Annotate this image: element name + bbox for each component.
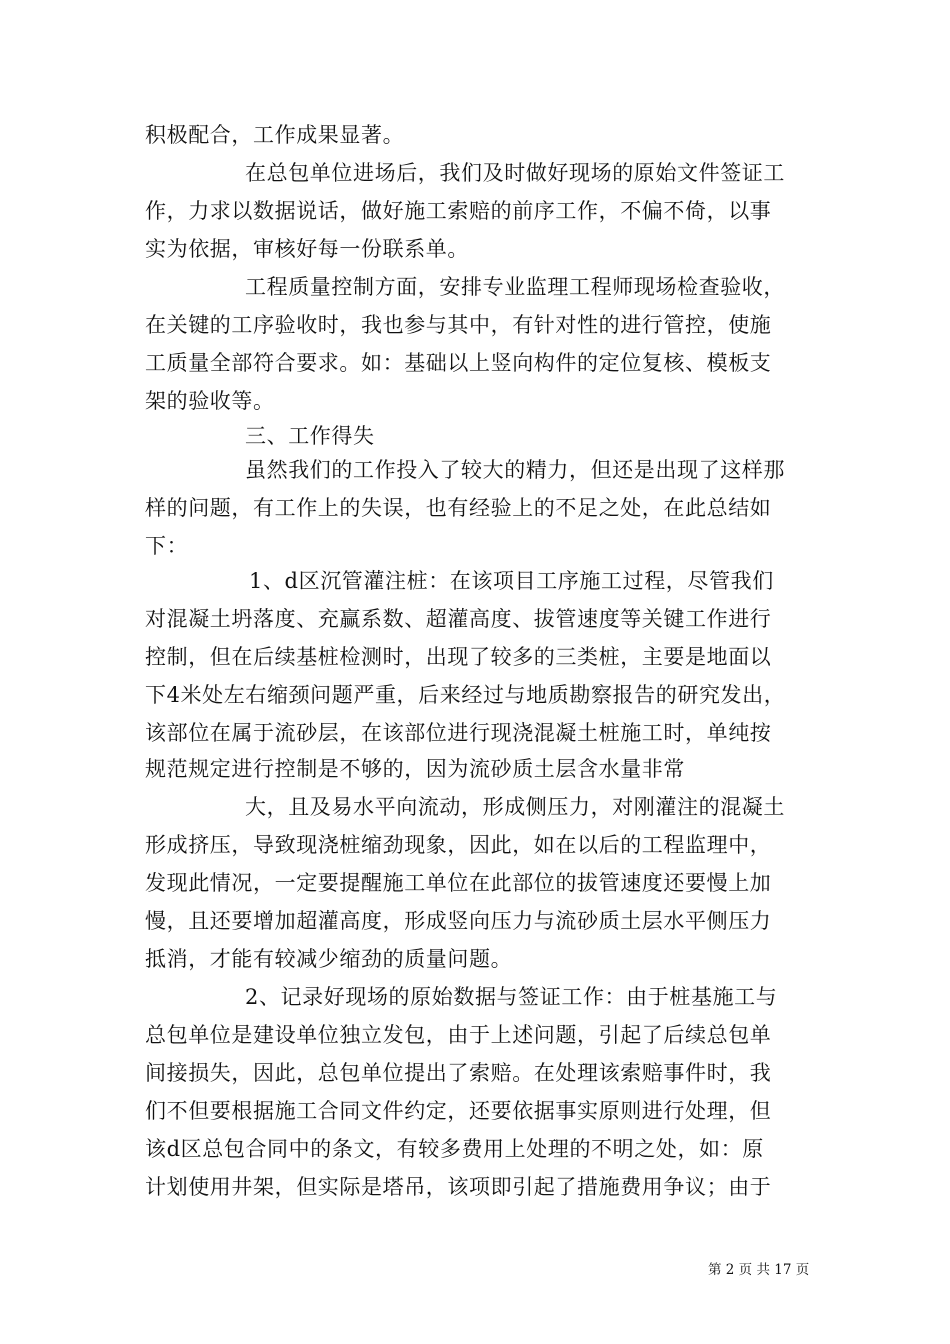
text-line-27: 们不但要根据施工合同文件约定，还要依据事实原则进行处理，但 [145, 1099, 772, 1123]
text-line-16: 下4米处左右缩颈问题严重，后来经过与地质勘察报告的研究发出， [145, 683, 786, 707]
text-line-17: 该部位在属于流砂层，在该部位进行现浇混凝土桩施工时，单纯按 [145, 721, 772, 745]
list-item-1-start: 1、d区沉管灌注桩：在该项目工序施工过程，尽管我们 [249, 569, 774, 593]
text-line-1: 积极配合，工作成果显著。 [145, 123, 405, 147]
text-line-11: 样的问题，有工作上的失误，也有经验上的不足之处，在此总结如 [145, 496, 772, 520]
list-item-2-start: 2、记录好现场的原始数据与签证工作：由于桩基施工与 [245, 985, 778, 1009]
text-line-23: 抵消，才能有较减少缩劲的质量问题。 [145, 947, 513, 971]
text-line-8: 架的验收等。 [145, 389, 275, 413]
text-line-15: 控制，但在后续基桩检测时，出现了较多的三类桩，主要是地面以 [145, 645, 772, 669]
text-line-22: 慢，且还要增加超灌高度，形成竖向压力与流砂质土层水平侧压力 [145, 909, 772, 933]
text-line-26: 间接损失，因此，总包单位提出了索赔。在处理该索赔事件时，我 [145, 1061, 772, 1085]
text-line-4: 实为依据，审核好每一份联系单。 [145, 237, 469, 261]
text-line-18: 规范规定进行控制是不够的，因为流砂质土层含水量非常 [145, 757, 685, 781]
text-line-21: 发现此情况，一定要提醒施工单位在此部位的拔管速度还要慢上加 [145, 871, 772, 895]
text-line-20: 形成挤压，导致现浇桩缩劲现象，因此，如在以后的工程监理中， [145, 833, 772, 857]
page-number-footer: 第 2 页 共 17 页 [708, 1262, 810, 1278]
text-line-7: 工质量全部符合要求。如：基础以上竖向构件的定位复核、模板支 [145, 351, 772, 375]
text-line-29: 计划使用井架，但实际是塔吊，该项即引起了措施费用争议；由于 [145, 1175, 772, 1199]
text-line-12: 下： [145, 534, 189, 558]
text-line-6: 在关键的工序验收时，我也参与其中，有针对性的进行管控，使施 [145, 313, 772, 337]
text-line-25: 总包单位是建设单位独立发包，由于上述问题，引起了后续总包单 [145, 1023, 772, 1047]
section-heading: 三、工作得失 [245, 424, 375, 448]
text-line-2: 在总包单位进场后，我们及时做好现场的原始文件签证工 [245, 161, 785, 185]
text-line-19: 大，且及易水平向流动，形成侧压力，对刚灌注的混凝土 [245, 795, 785, 819]
text-line-5: 工程质量控制方面，安排专业监理工程师现场检查验收， [245, 275, 785, 299]
text-line-28: 该d区总包合同中的条文，有较多费用上处理的不明之处，如：原 [145, 1137, 764, 1161]
text-line-14: 对混凝土坍落度、充赢系数、超灌高度、拔管速度等关键工作进行 [145, 607, 772, 631]
text-line-3: 作，力求以数据说话，做好施工索赔的前序工作，不偏不倚，以事 [145, 199, 772, 223]
text-line-10: 虽然我们的工作投入了较大的精力，但还是出现了这样那 [245, 458, 785, 482]
